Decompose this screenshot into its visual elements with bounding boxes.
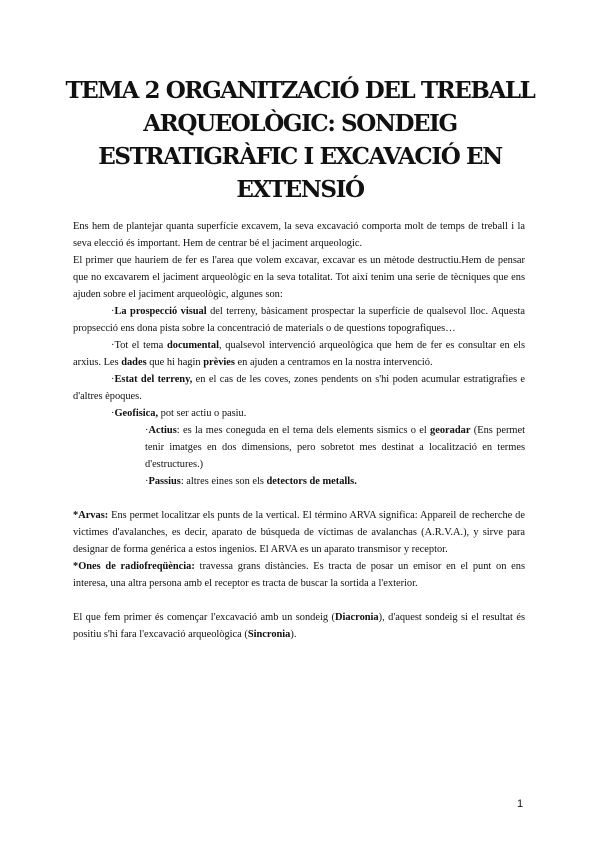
list-item-prospeccio: ·La prospecció visual del terreny, bàsicament prospectar la superfície de qualsevol lloc. Aquesta propsecció ens dona pista sobre la concentració de materials o de questions topografiques… — [73, 306, 525, 334]
term-previes: prèvies — [203, 357, 235, 368]
term-ones-radiofrequencia: *Ones de radiofreqüència: — [73, 561, 195, 572]
list-item-passius: ·Passius: altres eines son els detectors de metalls. — [145, 476, 357, 487]
list-item-actius: ·Actius: es la mes coneguda en el tema dels elements sismics o el georadar (Ens permet tenir imatges en dos dimensions, pero sobretot mes destinat a localització en termes d'estructures.) — [145, 425, 525, 470]
document-body — [73, 218, 525, 643]
list-item-estat-terreny: ·Estat del terreny, en el cas de les coves, zones pendents on s'hi poden acumular estratigrafies e d'altres èpoques. — [73, 374, 526, 402]
spacer — [73, 592, 525, 609]
paragraph-arvas: *Arvas: Ens permet localitzar els punts de la vertical. El término ARVA significa: Appareil de recherche de victimes d'avalanches, es decir, aparato de búsqueda de víctimas de avalanchas (A.R.V.A.), y sirve para designar de forma genérica a estos ingenios. El ARVA es un aparato transmisor y receptor. — [73, 510, 525, 555]
paragraph-intro: Ens hem de plantejar quanta superfície excavem, la seva excavació comporta molt de temps de treball i la seva elecció és important. Hem de centrar bé el jaciment arqueologic. — [73, 221, 525, 249]
spacer — [73, 490, 525, 507]
term-sincronia: Sincronia — [247, 629, 291, 640]
term-passius: Passius — [148, 476, 181, 487]
page-title: TEMA 2 ORGANITZACIÓ DEL TREBALL ARQUEOLÒGIC: SONDEIG ESTRATIGRÀFIC I EXCAVACIÓ EN EXTENSIÓ — [65, 77, 535, 203]
term-geofisica: Geofisica, — [114, 408, 159, 419]
term-dades: dades — [121, 357, 147, 368]
term-georadar: georadar — [430, 425, 471, 436]
term-actius: Actius — [148, 425, 177, 436]
term-arvas: *Arvas: — [73, 510, 109, 521]
page-number: 1 — [517, 798, 524, 810]
paragraph-ones-radiofrequencia: *Ones de radiofreqüència: travessa grans distàncies. Es tracta de posar un emisor en el punt on ens interesa, una altra persona amb el receptor es tracta de buscar la sortida a l'exterior. — [73, 561, 525, 589]
term-prospeccio-visual: La prospecció visual — [114, 306, 207, 317]
term-detectors-metalls: detectors de metalls. — [266, 476, 357, 487]
list-item-geofisica: ·Geofisica, pot ser actiu o pasiu. — [111, 408, 247, 419]
term-estat-terreny: Estat del terreny, — [114, 374, 193, 385]
list-item-documental: ·Tot el tema documental, qualsevol intervenció arqueològica que hem de fer es consultar en els arxius. Les dades que hi hagin prèvies en ajuden a centramos en la nostra intervenció. — [73, 340, 525, 368]
paragraph-techniques: El primer que hauriem de fer es l'area que volem excavar, excavar es un mètode destructiu.Hem de pensar que no excavarem el jaciment arqueològic en la seva totalitat. Tot així tenim una serie de tècniques que ens ajuden sobre el jaciment arqueològic, algunes son: — [73, 255, 525, 300]
term-diacronia: Diacronia — [334, 612, 379, 623]
paragraph-final: El que fem primer és començar l'excavació amb un sondeig (Diacronia), d'aquest sondeig si el resultat és positiu s'hi fara l'excavació arqueològica (Sincronia). — [73, 612, 525, 640]
term-documental: documental — [167, 340, 219, 351]
